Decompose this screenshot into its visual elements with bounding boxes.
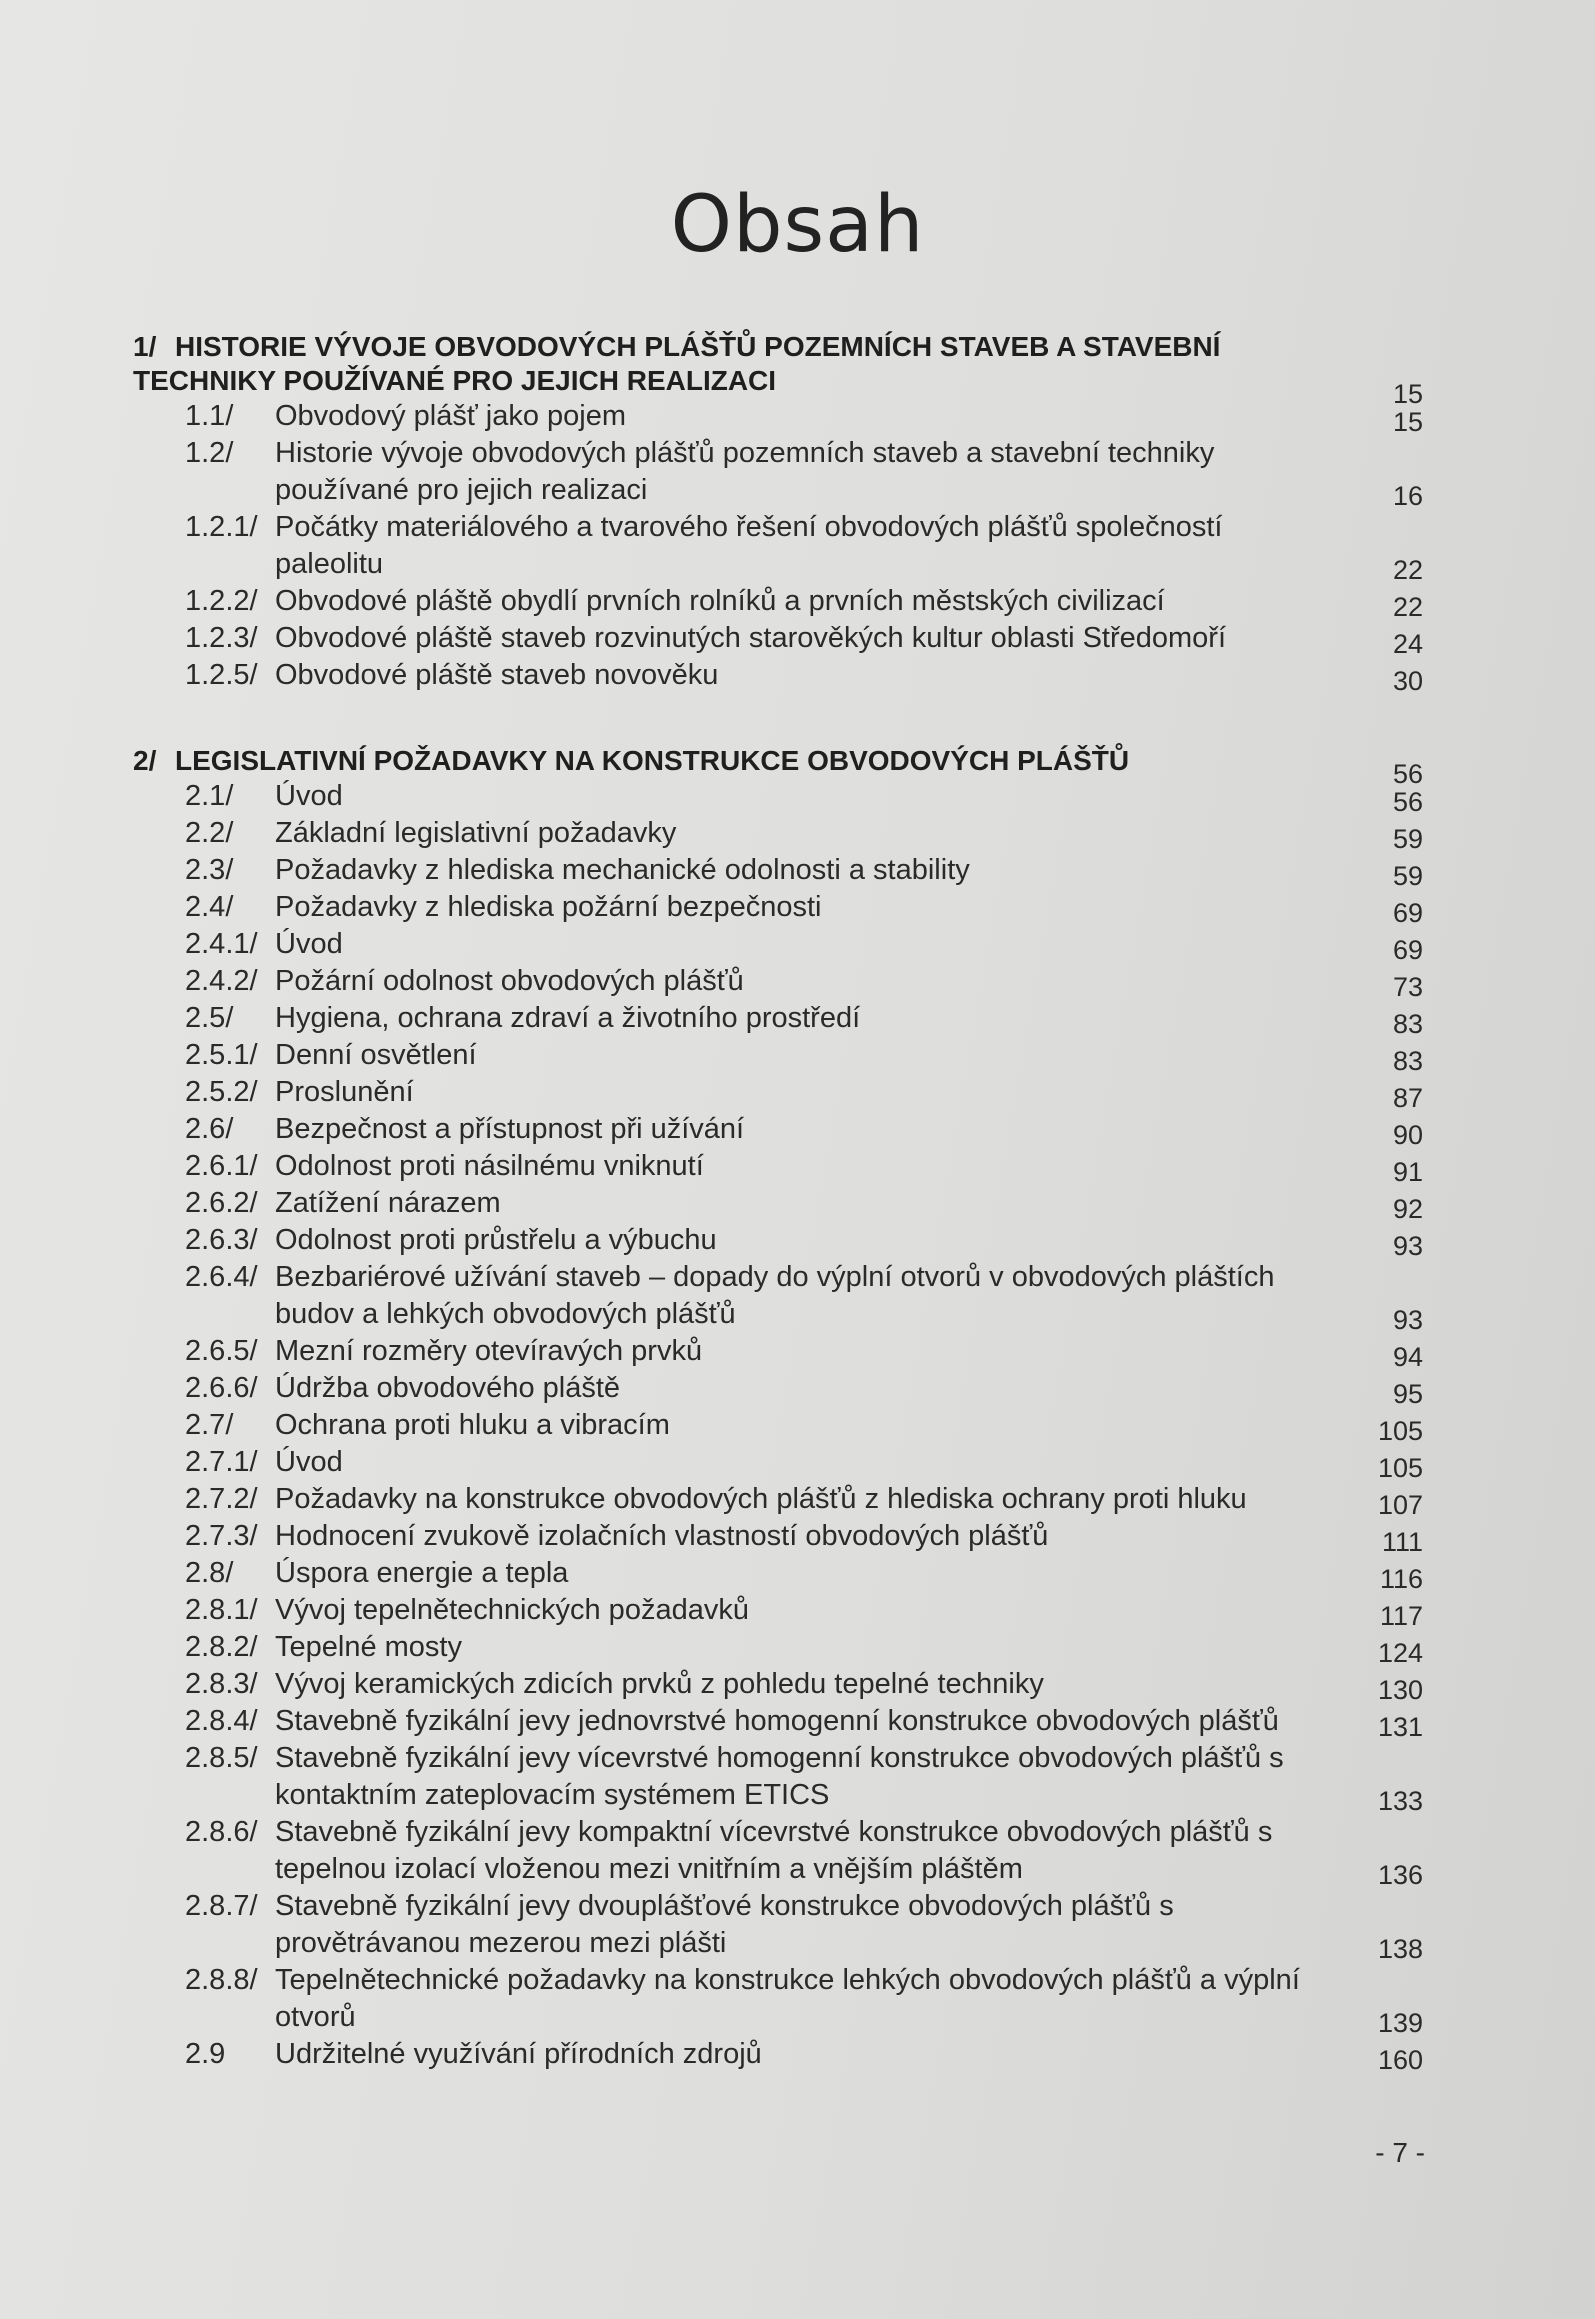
toc-entry[interactable] xyxy=(133,1592,1423,1629)
entry-number: 2.4/ xyxy=(185,891,234,923)
entry-title: Tepelnětechnické požadavky na konstrukce lehkých obvodových plášťů a výplní otvorů xyxy=(275,1964,1300,2033)
entry-title: Obvodové pláště obydlí prvních rolníků a prvních městských civilizací xyxy=(275,585,1165,617)
entry-number: 2.6.1/ xyxy=(185,1150,258,1182)
entry-page: 83 xyxy=(1392,1009,1423,1039)
entry-page: 116 xyxy=(1379,1564,1423,1594)
entry-title: Úvod xyxy=(275,780,343,812)
entry-number: 2.4.2/ xyxy=(185,965,258,997)
entry-number: 2.8.2/ xyxy=(185,1631,258,1663)
toc-entry[interactable] xyxy=(133,1888,1423,1962)
entry-page: 107 xyxy=(1377,1490,1423,1520)
toc-entry[interactable] xyxy=(133,2036,1423,2073)
toc-entry[interactable] xyxy=(133,1407,1423,1444)
entry-page: 22 xyxy=(1392,592,1423,622)
toc-entry[interactable] xyxy=(133,852,1423,889)
entry-title: Vývoj keramických zdicích prvků z pohledu tepelné techniky xyxy=(275,1668,1044,1700)
toc-entry[interactable] xyxy=(133,1481,1423,1518)
entry-page: 87 xyxy=(1392,1083,1423,1113)
entry-title: Požadavky z hlediska požární bezpečnosti xyxy=(275,891,822,923)
entry-title: Požadavky na konstrukce obvodových plášťů z hlediska ochrany proti hluku xyxy=(275,1483,1247,1515)
toc-entry[interactable] xyxy=(133,1444,1423,1481)
entry-page: 69 xyxy=(1392,935,1423,965)
entry-page: 117 xyxy=(1379,1601,1423,1631)
entry-number: 2.1/ xyxy=(185,780,234,812)
entry-page: 93 xyxy=(1392,1231,1423,1261)
entry-title: Požární odolnost obvodových plášťů xyxy=(275,965,744,997)
entry-page: 111 xyxy=(1381,1527,1423,1557)
entry-number: 2.6.3/ xyxy=(185,1224,258,1256)
entry-number: 2.8.6/ xyxy=(185,1816,258,1848)
entry-title: Odolnost proti násilnému vniknutí xyxy=(275,1150,704,1182)
entry-number: 2.6.6/ xyxy=(185,1372,258,1404)
toc-entry[interactable] xyxy=(133,509,1423,583)
entry-title: Úvod xyxy=(275,928,343,960)
entry-number: 2.7.2/ xyxy=(185,1483,258,1515)
toc-entry[interactable] xyxy=(133,1962,1423,2036)
entry-title: Úspora energie a tepla xyxy=(275,1557,569,1589)
entry-page: 124 xyxy=(1377,1638,1423,1668)
entry-number: 2.7/ xyxy=(185,1409,234,1441)
entry-number: 1.2.5/ xyxy=(185,659,258,691)
entry-title: Udržitelné využívání přírodních zdrojů xyxy=(275,2038,762,2070)
toc-entry[interactable] xyxy=(133,1814,1423,1888)
table-of-contents xyxy=(133,330,1423,2073)
entry-title: Bezbariérové užívání staveb – dopady do výplní otvorů v obvodových pláštích budov a lehkých obvodových plášťů xyxy=(275,1261,1275,1330)
page-title: Obsah xyxy=(670,180,925,270)
entry-number: 2.6.4/ xyxy=(185,1261,258,1293)
entry-title: Odolnost proti průstřelu a výbuchu xyxy=(275,1224,717,1256)
entry-number: 1.1/ xyxy=(185,400,234,432)
entry-title: Obvodové pláště staveb novověku xyxy=(275,659,719,691)
entry-number: 2.7.3/ xyxy=(185,1520,258,1552)
entry-page: 16 xyxy=(1392,481,1423,511)
entry-title: Údržba obvodového pláště xyxy=(275,1372,621,1404)
toc-entry[interactable] xyxy=(133,889,1423,926)
toc-entry[interactable] xyxy=(133,1555,1423,1592)
entry-page: 138 xyxy=(1377,1934,1423,1964)
toc-entry[interactable] xyxy=(133,1740,1423,1814)
entry-title: Zatížení nárazem xyxy=(275,1187,501,1219)
toc-entry[interactable] xyxy=(133,1148,1423,1185)
entry-title: Hodnocení zvukově izolačních vlastností obvodových plášťů xyxy=(275,1520,1049,1552)
toc-entry[interactable] xyxy=(133,657,1423,694)
entry-number: 2.7.1/ xyxy=(185,1446,258,1478)
entry-number: 2.8.7/ xyxy=(185,1890,258,1922)
toc-entry[interactable] xyxy=(133,1629,1423,1666)
toc-entry[interactable] xyxy=(133,1666,1423,1703)
toc-entry[interactable] xyxy=(133,926,1423,963)
entry-title: Základní legislativní požadavky xyxy=(275,817,677,849)
entry-page: 24 xyxy=(1392,629,1423,659)
entry-page: 30 xyxy=(1392,666,1423,696)
entry-title: Vývoj tepelnětechnických požadavků xyxy=(275,1594,749,1626)
entry-page: 136 xyxy=(1377,1860,1423,1890)
entry-title: Obvodové pláště staveb rozvinutých starověkých kultur oblasti Středomoří xyxy=(275,622,1227,654)
section-number: 2/ xyxy=(133,745,157,776)
entry-number: 2.6.2/ xyxy=(185,1187,258,1219)
toc-entry[interactable] xyxy=(133,1333,1423,1370)
toc-entry[interactable] xyxy=(133,778,1423,815)
entry-page: 92 xyxy=(1392,1194,1423,1224)
entry-number: 2.9 xyxy=(185,2038,226,2070)
entry-number: 1.2/ xyxy=(185,437,234,469)
entry-page: 139 xyxy=(1377,2008,1423,2038)
entry-number: 2.8.5/ xyxy=(185,1742,258,1774)
entry-title: Historie vývoje obvodových plášťů pozemních staveb a stavební techniky používané pro jejich realizaci xyxy=(275,437,1215,506)
entry-page: 95 xyxy=(1392,1379,1423,1409)
entry-page: 133 xyxy=(1377,1786,1423,1816)
toc-entry[interactable] xyxy=(133,1037,1423,1074)
entry-title: Obvodový plášť jako pojem xyxy=(275,400,627,432)
entry-number: 2.8/ xyxy=(185,1557,234,1589)
entry-page: 22 xyxy=(1392,555,1423,585)
entry-page: 90 xyxy=(1392,1120,1423,1150)
toc-entry[interactable] xyxy=(133,1000,1423,1037)
toc-entry[interactable] xyxy=(133,815,1423,852)
entry-page: 83 xyxy=(1392,1046,1423,1076)
entry-page: 73 xyxy=(1392,972,1423,1002)
section-number: 1/ xyxy=(133,331,157,362)
entry-number: 2.8.4/ xyxy=(185,1705,258,1737)
entry-page: 15 xyxy=(1392,407,1423,437)
section-heading[interactable] xyxy=(133,330,1423,409)
entry-title: Mezní rozměry otevíravých prvků xyxy=(275,1335,703,1367)
toc-entry[interactable] xyxy=(133,1518,1423,1555)
toc-entry[interactable] xyxy=(133,398,1423,435)
entry-number: 2.6.5/ xyxy=(185,1335,258,1367)
entry-number: 1.2.1/ xyxy=(185,511,258,543)
entry-number: 2.8.8/ xyxy=(185,1964,258,1996)
entry-page: 91 xyxy=(1392,1157,1423,1187)
entry-title: Tepelné mosty xyxy=(275,1631,462,1663)
entry-page: 105 xyxy=(1377,1453,1423,1483)
entry-number: 2.3/ xyxy=(185,854,234,886)
entry-page: 69 xyxy=(1392,898,1423,928)
toc-entry[interactable] xyxy=(133,1074,1423,1111)
entry-number: 2.5.2/ xyxy=(185,1076,258,1108)
entry-page: 59 xyxy=(1392,824,1423,854)
entry-number: 1.2.2/ xyxy=(185,585,258,617)
entry-number: 1.2.3/ xyxy=(185,622,258,654)
entry-title: Úvod xyxy=(275,1446,343,1478)
section-title: HISTORIE VÝVOJE OBVODOVÝCH PLÁŠŤŮ POZEMNÍCH STAVEB A STAVEBNÍ TECHNIKY POUŽÍVANÉ PRO JEJICH REALIZACI xyxy=(133,331,1221,396)
entry-title: Počátky materiálového a tvarového řešení obvodových plášťů společností paleolitu xyxy=(275,511,1223,580)
entry-title: Hygiena, ochrana zdraví a životního prostředí xyxy=(275,1002,861,1034)
entry-number: 2.8.1/ xyxy=(185,1594,258,1626)
entry-page: 130 xyxy=(1377,1675,1423,1705)
entry-page: 59 xyxy=(1392,861,1423,891)
section-page: 56 xyxy=(1392,759,1423,789)
entry-title: Požadavky z hlediska mechanické odolnosti a stability xyxy=(275,854,970,886)
entry-number: 2.6/ xyxy=(185,1113,234,1145)
entry-number: 2.4.1/ xyxy=(185,928,258,960)
entry-number: 2.8.3/ xyxy=(185,1668,258,1700)
toc-entry[interactable] xyxy=(133,583,1423,620)
entry-title: Proslunění xyxy=(275,1076,414,1108)
section-heading[interactable] xyxy=(133,744,1423,789)
entry-number: 2.2/ xyxy=(185,817,234,849)
entry-page: 56 xyxy=(1392,787,1423,817)
entry-title: Stavebně fyzikální jevy vícevrstvé homogenní konstrukce obvodových plášťů s kontaktním zateplovacím systémem ETICS xyxy=(275,1742,1284,1811)
toc-entry[interactable] xyxy=(133,1703,1423,1740)
section-page: 15 xyxy=(1392,379,1423,409)
entry-title: Denní osvětlení xyxy=(275,1039,477,1071)
entry-title: Bezpečnost a přístupnost při užívání xyxy=(275,1113,745,1145)
toc-entry[interactable] xyxy=(133,1111,1423,1148)
toc-entry[interactable] xyxy=(133,620,1423,657)
toc-entry[interactable] xyxy=(133,1370,1423,1407)
entry-title: Ochrana proti hluku a vibracím xyxy=(275,1409,670,1441)
entry-title: Stavebně fyzikální jevy kompaktní vícevrstvé konstrukce obvodových plášťů s tepelnou izolací vloženou mezi vnitřním a vnějším pláštěm xyxy=(275,1816,1273,1885)
entry-title: Stavebně fyzikální jevy dvouplášťové konstrukce obvodových plášťů s provětrávanou mezerou mezi plášti xyxy=(275,1890,1174,1959)
entry-number: 2.5.1/ xyxy=(185,1039,258,1071)
entry-page: 94 xyxy=(1392,1342,1423,1372)
entry-number: 2.5/ xyxy=(185,1002,234,1034)
toc-entry[interactable] xyxy=(133,435,1423,509)
toc-entry[interactable] xyxy=(133,1185,1423,1222)
entry-page: 93 xyxy=(1392,1305,1423,1335)
page-number: - 7 - xyxy=(1375,2137,1425,2168)
section-title: LEGISLATIVNÍ POŽADAVKY NA KONSTRUKCE OBVODOVÝCH PLÁŠŤŮ xyxy=(175,745,1130,776)
entry-page: 160 xyxy=(1377,2045,1423,2075)
toc-entry[interactable] xyxy=(133,1222,1423,1259)
toc-entry[interactable] xyxy=(133,963,1423,1000)
entry-page: 105 xyxy=(1377,1416,1423,1446)
toc-entry[interactable] xyxy=(133,1259,1423,1333)
entry-title: Stavebně fyzikální jevy jednovrstvé homogenní konstrukce obvodových plášťů xyxy=(275,1705,1279,1737)
entry-page: 131 xyxy=(1377,1712,1423,1742)
